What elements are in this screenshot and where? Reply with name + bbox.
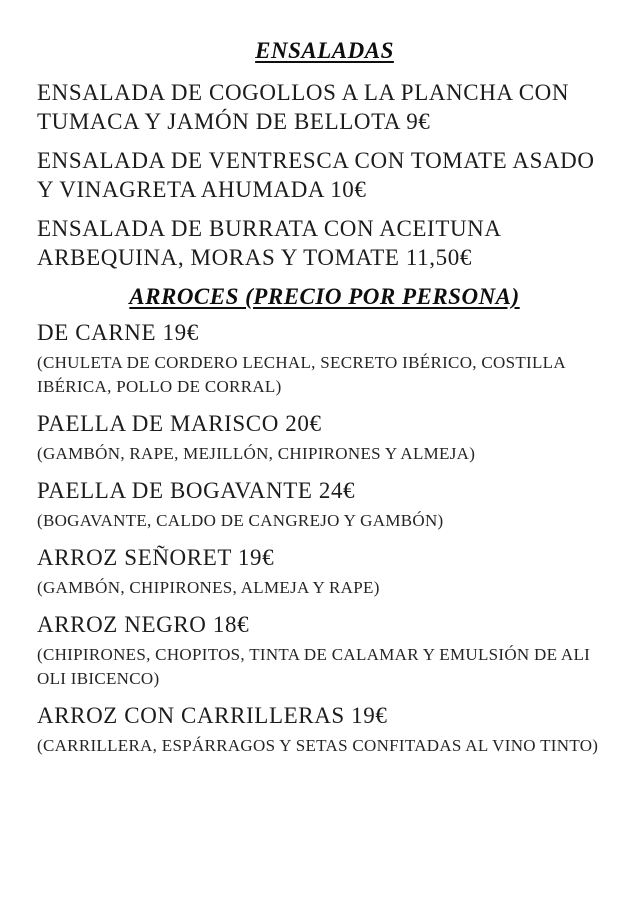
item-name: ARROZ SEÑORET 19€ <box>37 545 275 570</box>
item-description: (CARRILLERA, ESPÁRRAGOS Y SETAS CONFITADAS AL VINO TINTO) <box>37 736 599 755</box>
item-name: ARROZ NEGRO 18€ <box>37 612 250 637</box>
menu-item <box>37 543 612 600</box>
menu-item <box>37 476 612 533</box>
item-description: (GAMBÓN, RAPE, MEJILLÓN, CHIPIRONES Y ALMEJA) <box>37 444 476 463</box>
menu-item <box>37 146 612 204</box>
item-description: (GAMBÓN, CHIPIRONES, ALMEJA Y RAPE) <box>37 578 380 597</box>
menu-item <box>37 318 612 399</box>
section-title-arroces: ARROCES (PRECIO POR PERSONA) <box>129 284 520 309</box>
section-ensaladas <box>37 36 612 272</box>
section-title-ensaladas: ENSALADAS <box>255 38 394 63</box>
menu-item <box>37 409 612 466</box>
item-name: ENSALADA DE BURRATA CON ACEITUNA ARBEQUINA, MORAS Y TOMATE 11,50€ <box>37 216 501 270</box>
item-description: (BOGAVANTE, CALDO DE CANGREJO Y GAMBÓN) <box>37 511 444 530</box>
item-name: DE CARNE 19€ <box>37 320 199 345</box>
item-name: ARROZ CON CARRILLERAS 19€ <box>37 703 388 728</box>
section-arroces <box>37 282 612 758</box>
item-name: PAELLA DE MARISCO 20€ <box>37 411 322 436</box>
menu-item <box>37 214 612 272</box>
item-name: ENSALADA DE VENTRESCA CON TOMATE ASADO Y VINAGRETA AHUMADA 10€ <box>37 148 595 202</box>
item-description: (CHULETA DE CORDERO LECHAL, SECRETO IBÉRICO, COSTILLA IBÉRICA, POLLO DE CORRAL) <box>37 353 565 396</box>
menu-item <box>37 78 612 136</box>
item-name: PAELLA DE BOGAVANTE 24€ <box>37 478 356 503</box>
item-description: (CHIPIRONES, CHOPITOS, TINTA DE CALAMAR Y EMULSIÓN DE ALI OLI IBICENCO) <box>37 645 591 688</box>
item-name: ENSALADA DE COGOLLOS A LA PLANCHA CON TUMACA Y JAMÓN DE BELLOTA 9€ <box>37 80 570 134</box>
menu-item <box>37 701 612 758</box>
menu-item <box>37 610 612 691</box>
